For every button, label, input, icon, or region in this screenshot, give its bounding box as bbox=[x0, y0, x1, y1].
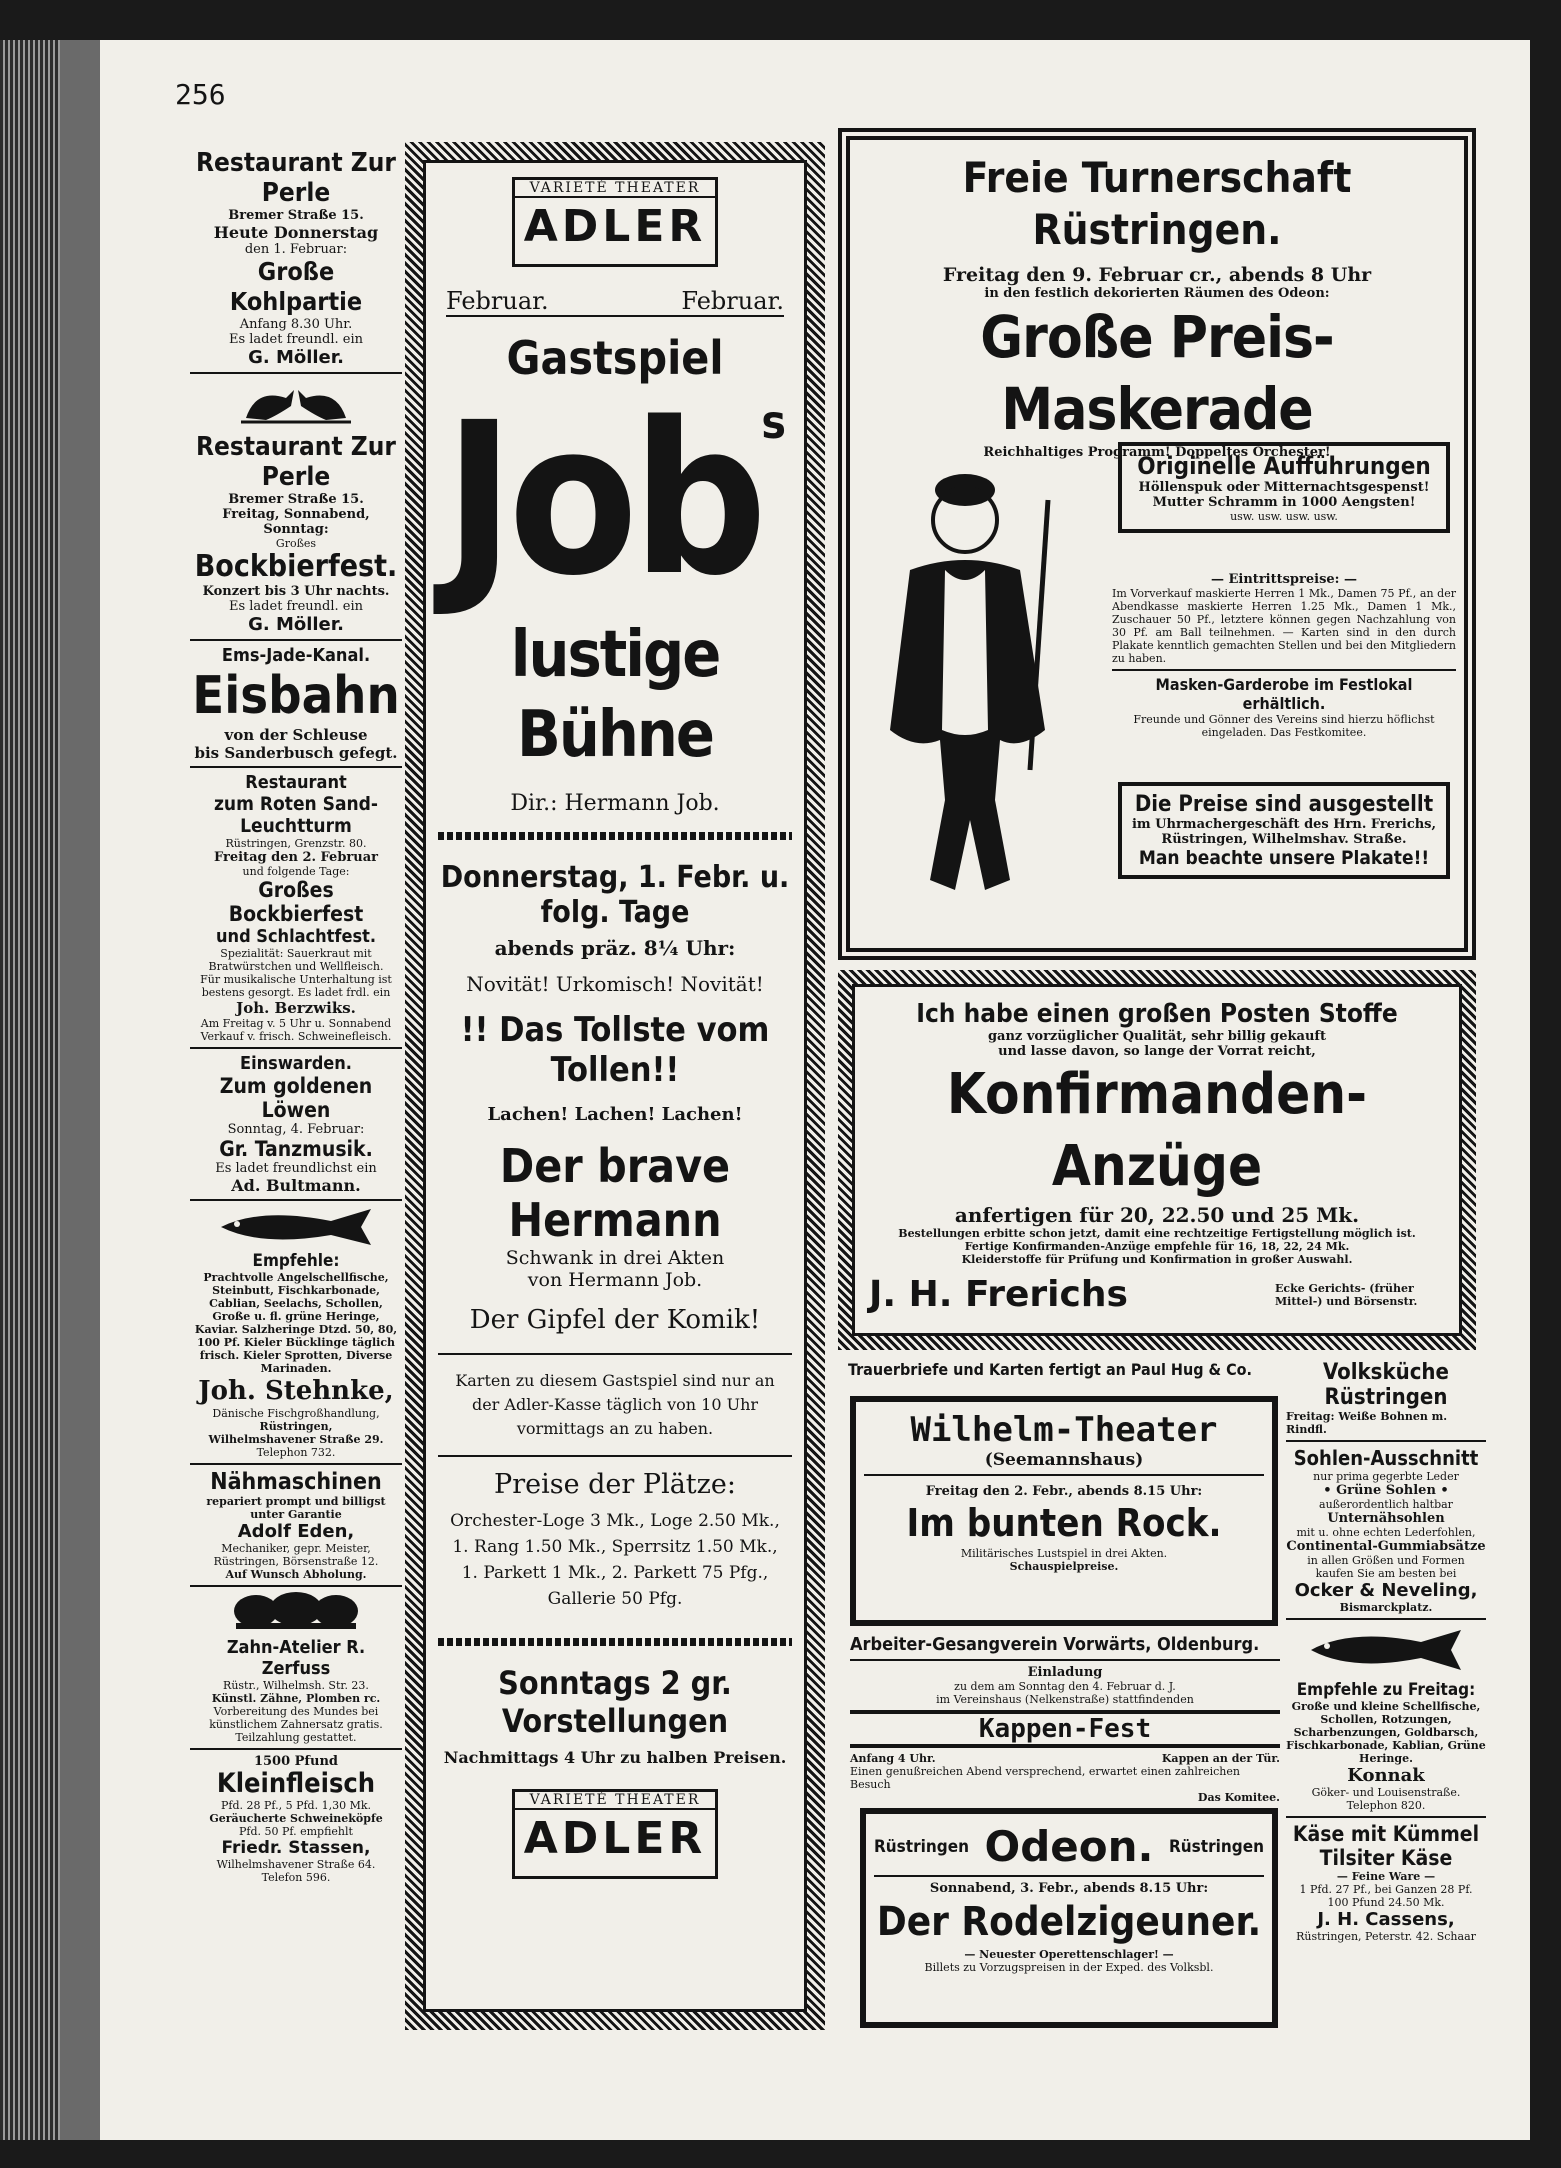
ad-line: Rüstringen, bbox=[259, 1420, 333, 1433]
preis-line: 1. Rang 1.50 Mk., Sperrsitz 1.50 Mk., bbox=[452, 1537, 778, 1557]
ad-sand-leuchtturm bbox=[190, 772, 402, 1043]
ad-address: Bremer Straße 15. bbox=[228, 208, 364, 223]
ad-line: Rüstr., Wilhelmsh. Str. 23. bbox=[223, 1679, 369, 1692]
gesang-line: zu dem am Sonntag den 4. Februar d. J. bbox=[954, 1680, 1176, 1693]
frerichs-line: Kleiderstoffe für Prüfung und Konfirmation in großer Auswahl. bbox=[961, 1253, 1353, 1266]
ad-top: Ems-Jade-Kanal. bbox=[221, 645, 371, 666]
logo-top-text: VARIETÉ THEATER bbox=[515, 1792, 715, 1810]
nachmittags: Nachmittags 4 Uhr zu halben Preisen. bbox=[443, 1748, 787, 1767]
ad-line: und folgende Tage: bbox=[242, 865, 350, 878]
trees-illustration bbox=[226, 1591, 366, 1635]
preis-line: Gallerie 50 Pfg. bbox=[547, 1589, 683, 1609]
sohlen-line: Bismarckplatz. bbox=[1339, 1601, 1433, 1614]
ad-line: Geräucherte Schweineköpfe bbox=[209, 1812, 383, 1825]
ad-stehnke bbox=[190, 1251, 402, 1459]
ad-host: Ad. Bultmann. bbox=[231, 1176, 361, 1195]
month-left: Februar. bbox=[446, 287, 549, 315]
eintritt-block bbox=[1112, 572, 1456, 739]
garderobe: Masken-Garderobe im Festlokal erhältlich. bbox=[1155, 675, 1413, 713]
odeon-left: Rüstringen bbox=[874, 1836, 969, 1857]
gesang-line: Das Komitee. bbox=[1197, 1791, 1280, 1804]
ad-line: Teilzahlung gestattet. bbox=[235, 1731, 357, 1744]
sohlen-line: nur prima gegerbte Leder bbox=[1313, 1470, 1459, 1483]
gipfel: Der Gipfel der Komik! bbox=[469, 1305, 761, 1335]
preise-box bbox=[1118, 782, 1450, 879]
gesangverein-ad bbox=[850, 1634, 1280, 1804]
fisch-title: Empfehle zu Freitag: bbox=[1296, 1680, 1476, 1700]
trauerbriefe-line: Trauerbriefe und Karten fertigt an Paul Hug & Co. bbox=[848, 1360, 1253, 1379]
sohlen-title: Sohlen-Ausschnitt bbox=[1293, 1446, 1479, 1470]
ad-event: Große Kohlpartie bbox=[229, 257, 363, 316]
box-line: Mutter Schramm in 1000 Aengsten! bbox=[1152, 495, 1416, 510]
fisch-name: Konnak bbox=[1347, 1765, 1425, 1786]
odeon-billets: Billets zu Vorzugspreisen in der Exped. des Volksbl. bbox=[924, 1961, 1214, 1974]
month-row bbox=[446, 287, 784, 317]
jobs-title: Job bbox=[444, 377, 762, 622]
eintritt-head: — Eintrittspreise: — bbox=[1210, 572, 1357, 587]
gesang-line: Kappen an der Tür. bbox=[1161, 1752, 1280, 1765]
gesang-line: Anfang 4 Uhr. bbox=[850, 1752, 936, 1765]
gesang-line: im Vereinshaus (Nelkenstraße) stattfindenden bbox=[936, 1693, 1194, 1706]
preis-line: 1. Parkett 1 Mk., 2. Parkett 75 Pfg., bbox=[461, 1563, 769, 1583]
ad-head: Empfehle: bbox=[252, 1251, 340, 1271]
ad-line: zum Roten Sand-Leuchtturm bbox=[213, 793, 379, 837]
ad-invite: Es ladet freundl. ein bbox=[228, 599, 363, 614]
frerichs-line: anfertigen für 20, 22.50 und 25 Mk. bbox=[954, 1203, 1360, 1227]
ad-line: Am Freitag v. 5 Uhr u. Sonnabend Verkauf v. frisch. Schweinefleisch. bbox=[200, 1017, 392, 1043]
preise-head: Preise der Plätze: bbox=[494, 1469, 736, 1500]
ad-line: 1500 Pfund bbox=[253, 1754, 339, 1769]
adler-logo-bottom bbox=[512, 1789, 718, 1879]
ad-event: Bockbierfest. bbox=[194, 549, 398, 584]
frerichs-line: Ich habe einen großen Posten Stoffe bbox=[916, 999, 1398, 1029]
ad-host: G. Möller. bbox=[248, 614, 344, 635]
ad-line: Künstl. Zähne, Plomben rc. bbox=[211, 1692, 381, 1705]
box-title: Originelle Aufführungen bbox=[1137, 452, 1431, 480]
frerichs-corner: Ecke Gerichts- (früher Mittel-) und Börsenstr. bbox=[1275, 1281, 1418, 1308]
gastspiel: Gastspiel bbox=[506, 331, 724, 385]
kaese-line: 1 Pfd. 27 Pf., bei Ganzen 28 Pf. bbox=[1299, 1883, 1473, 1896]
gesang-title: Arbeiter-Gesangverein Vorwärts, Oldenburg. bbox=[850, 1634, 1260, 1655]
ad-line: Sonntag, 4. Februar: bbox=[227, 1122, 365, 1137]
book-spine bbox=[0, 40, 60, 2140]
gesang-einladung: Einladung bbox=[1027, 1665, 1103, 1680]
sohlen-line: • Grüne Sohlen • bbox=[1323, 1483, 1449, 1498]
adler-theater-ad bbox=[405, 142, 825, 2030]
ad-restaurant-perle-2 bbox=[190, 432, 402, 635]
wilhelm-play: Im bunten Rock. bbox=[906, 1501, 1222, 1545]
ad-day: Heute Donnerstag bbox=[213, 223, 379, 242]
odeon-play: Der Rodelzigeuner. bbox=[876, 1899, 1262, 1945]
ad-title: Nähmaschinen bbox=[210, 1469, 382, 1495]
buehne-title: lustige Bühne bbox=[510, 618, 720, 772]
wilhelm-sub: (Seemannshaus) bbox=[984, 1450, 1144, 1470]
ad-text: Prachtvolle Angelschellfische, Steinbutt, Fischkarbonade, Cablian, Seelachs, Schollen, Große u. fl. grüne Heringe, Kaviar. Salzheringe Dtzd. 50, 80, 100 Pf. Kieler Bücklinge täglich frisch. Kieler Sprotten, Diverse Marinaden. bbox=[194, 1271, 398, 1375]
kaese-sub: Tilsiter Käse bbox=[1319, 1846, 1453, 1870]
ad-line: Restaurant bbox=[245, 772, 347, 793]
turnerschaft-date: Freitag den 9. Februar cr., abends 8 Uhr bbox=[942, 264, 1372, 286]
kaese-line: Rüstringen, Peterstr. 42. Schaar bbox=[1296, 1930, 1476, 1943]
sohlen-line: kaufen Sie am besten bei bbox=[1315, 1567, 1457, 1580]
ad-date: den 1. Februar: bbox=[244, 242, 348, 257]
wilhelm-date: Freitag den 2. Febr., abends 8.15 Uhr: bbox=[925, 1484, 1203, 1499]
ad-days: Freitag, Sonnabend, Sonntag: bbox=[222, 507, 370, 537]
ad-title: Eisbahn bbox=[192, 666, 400, 726]
volk-title: Volksküche Rüstringen bbox=[1323, 1360, 1449, 1410]
adler-logo-top bbox=[512, 177, 718, 267]
preise-list bbox=[438, 1508, 792, 1612]
ad-line: Rüstringen, Grenzstr. 80. bbox=[225, 837, 367, 850]
ad-line: Rüstringen, Börsenstraße 12. bbox=[213, 1555, 379, 1568]
box-line: Rüstringen, Wilhelmshav. Straße. bbox=[1161, 832, 1407, 847]
ad-line: bis Sanderbusch gefegt. bbox=[194, 744, 398, 762]
gesang-event: Kappen-Fest bbox=[850, 1710, 1280, 1748]
ad-name: Adolf Eden, bbox=[237, 1521, 355, 1542]
ad-address: Bremer Straße 15. bbox=[228, 492, 364, 507]
boars-illustration bbox=[236, 378, 356, 428]
jobs-suffix: s bbox=[761, 395, 786, 449]
box-line: im Uhrmachergeschäft des Hrn. Frerichs, bbox=[1131, 817, 1437, 832]
fisch-line: Göker- und Louisenstraße. bbox=[1311, 1786, 1461, 1799]
gesang-line: Einen genußreichen Abend versprechend, erwartet einen zahlreichen Besuch bbox=[850, 1765, 1240, 1791]
wilhelm-theater-ad bbox=[850, 1396, 1278, 1626]
ad-grosses: Großes bbox=[275, 537, 317, 550]
box-title: Die Preise sind ausgestellt bbox=[1134, 792, 1434, 817]
jobs-block bbox=[438, 377, 792, 622]
left-ad-column bbox=[190, 148, 402, 1884]
eintritt-text: Im Vorverkauf maskierte Herren 1 Mk., Damen 75 Pf., an der Abendkasse maskierte Herren 1.25 Mk., Damen 1 Mk., Zuschauer 50 Pf., letztere können gegen Nachzahlung von 30 Pf. am Ball teilnehmen. — Karten sind in den durch Plakate kenntlich gemachten Stellen und bei den Mitgliedern zu haben. bbox=[1112, 587, 1456, 665]
preis-line: Orchester-Loge 3 Mk., Loge 2.50 Mk., bbox=[450, 1511, 780, 1531]
kaese-name: J. H. Cassens, bbox=[1317, 1909, 1455, 1930]
sohlen-line: Continental-Gummiabsätze bbox=[1286, 1539, 1486, 1554]
logo-name: ADLER bbox=[523, 1813, 707, 1864]
page-number: 256 bbox=[175, 78, 226, 111]
freunde: Freunde und Gönner des Vereins sind hierzu höflichst eingeladen. Das Festkomitee. bbox=[1133, 713, 1435, 739]
ad-line: Für musikalische Unterhaltung ist bestens gesorgt. Es ladet frdl. ein bbox=[200, 973, 392, 999]
ad-name: Friedr. Stassen, bbox=[221, 1838, 371, 1858]
sohlen-name: Ocker & Neveling, bbox=[1294, 1580, 1478, 1601]
ad-zahn-atelier bbox=[190, 1637, 402, 1744]
odeon-name: Odeon. bbox=[984, 1822, 1154, 1871]
maskerade-program: Reichhaltiges Programm! Doppeltes Orchester! bbox=[983, 445, 1331, 460]
box-line: usw. usw. usw. usw. bbox=[1230, 510, 1338, 523]
odeon-ad bbox=[860, 1808, 1278, 2028]
sohlen-line: außerordentlich haltbar bbox=[1319, 1498, 1453, 1511]
masker-figure-illustration bbox=[870, 440, 1070, 920]
fisch-line: Telephon 820. bbox=[1346, 1799, 1426, 1812]
kaese-line: 100 Pfund 24.50 Mk. bbox=[1327, 1896, 1445, 1909]
ad-line: Es ladet freundlichst ein bbox=[215, 1161, 377, 1176]
director: Dir.: Hermann Job. bbox=[510, 791, 720, 816]
kaese-title: Käse mit Kümmel bbox=[1292, 1822, 1480, 1846]
frerichs-line: Bestellungen erbitte schon jetzt, damit eine rechtzeitige Fertigstellung möglich ist. bbox=[898, 1227, 1416, 1240]
frerichs-name: J. H. Frerichs bbox=[869, 1274, 1128, 1315]
konfirmanden-title: Konfirmanden-Anzüge bbox=[946, 1062, 1368, 1199]
ad-line: Pfd. 50 Pf. empfiehlt bbox=[239, 1825, 353, 1838]
frerichs-ad bbox=[838, 970, 1476, 1350]
sohlen-line: in allen Größen und Formen bbox=[1307, 1554, 1465, 1567]
ad-host: Joh. Berzwiks. bbox=[236, 999, 356, 1017]
show-date: Donnerstag, 1. Febr. u. folg. Tage bbox=[440, 860, 790, 930]
ad-restaurant-perle-1 bbox=[190, 148, 402, 368]
ad-line: Dänische Fischgroßhandlung, bbox=[212, 1407, 380, 1420]
right-narrow-column bbox=[1286, 1360, 1486, 1943]
ad-eisbahn bbox=[190, 645, 402, 762]
ad-line: Telephon 732. bbox=[256, 1446, 336, 1459]
ad-line: Pfd. 28 Pf., 5 Pfd. 1,30 Mk. bbox=[221, 1799, 371, 1812]
ad-line: von der Schleuse bbox=[224, 726, 368, 744]
kaese-line: — Feine Ware — bbox=[1336, 1870, 1436, 1883]
fish-illustration bbox=[211, 1205, 381, 1249]
sonntags: Sonntags 2 gr. Vorstellungen bbox=[498, 1664, 732, 1740]
turnerschaft-place: in den festlich dekorierten Räumen des Odeon: bbox=[984, 286, 1330, 301]
logo-top-text: VARIETÉ THEATER bbox=[515, 180, 715, 198]
ad-name: Joh. Stehnke, bbox=[198, 1376, 394, 1406]
ad-line: Spezialität: Sauerkraut mit Bratwürstchen und Wellfleisch. bbox=[208, 947, 384, 973]
wilhelm-prices: Schauspielpreise. bbox=[1009, 1560, 1119, 1573]
ad-line: Auf Wunsch Abholung. bbox=[225, 1568, 367, 1581]
ad-title: Restaurant Zur Perle bbox=[196, 432, 396, 492]
ad-line: Gr. Tanzmusik. bbox=[219, 1137, 373, 1161]
ad-title: Restaurant Zur Perle bbox=[196, 148, 396, 208]
frerichs-line: Fertige Konfirmanden-Anzüge empfehle für 16, 18, 22, 24 Mk. bbox=[964, 1240, 1350, 1253]
wilhelm-title: Wilhelm-Theater bbox=[910, 1410, 1218, 1450]
fish-illustration bbox=[1301, 1626, 1471, 1674]
ad-kleinfleisch bbox=[190, 1754, 402, 1884]
novitaet: Novität! Urkomisch! Novität! bbox=[466, 972, 764, 996]
ad-line: Mechaniker, gepr. Meister, bbox=[221, 1542, 371, 1555]
ad-start: Anfang 8.30 Uhr. bbox=[239, 317, 353, 332]
ad-line: Zum goldenen Löwen bbox=[219, 1074, 373, 1122]
ad-line: Großes Bockbierfest bbox=[228, 878, 364, 926]
play-sub2: von Hermann Job. bbox=[527, 1269, 703, 1291]
frerichs-line: und lasse davon, so lange der Vorrat reicht, bbox=[998, 1044, 1316, 1059]
ad-line: und Schlachtfest. bbox=[216, 926, 376, 947]
odeon-date: Sonnabend, 3. Febr., abends 8.15 Uhr: bbox=[929, 1881, 1209, 1896]
turnerschaft-title: Freie Turnerschaft Rüstringen. bbox=[962, 153, 1352, 254]
logo-name: ADLER bbox=[523, 201, 707, 252]
ad-invite: Es ladet freundl. ein bbox=[228, 332, 363, 347]
ad-line: Vorbereitung des Mundes bei künstlichem Zahnersatz gratis. bbox=[209, 1705, 383, 1731]
odeon-sub: — Neuester Operettenschlager! — bbox=[964, 1948, 1174, 1961]
ad-concert: Konzert bis 3 Uhr nachts. bbox=[202, 584, 390, 599]
turnerschaft-ad bbox=[838, 128, 1476, 960]
volk-line: Freitag: Weiße Bohnen m. Rindfl. bbox=[1286, 1410, 1448, 1436]
play-title: Der brave Hermann bbox=[499, 1139, 731, 1247]
sohlen-line: mit u. ohne echten Lederfohlen, bbox=[1296, 1526, 1476, 1539]
tollste: !! Das Tollste vom Tollen!! bbox=[460, 1010, 770, 1090]
karten-text: Karten zu diesem Gastspiel sind nur an der Adler-Kasse täglich von 10 Uhr vormittags an zu haben. bbox=[455, 1371, 775, 1438]
play-sub1: Schwank in drei Akten bbox=[505, 1247, 725, 1269]
maskerade-title: Große Preis-Maskerade bbox=[980, 303, 1334, 443]
month-right: Februar. bbox=[681, 287, 784, 315]
ad-host: G. Möller. bbox=[248, 347, 344, 368]
ad-title: Kleinfleisch bbox=[216, 1768, 376, 1799]
lachen: Lachen! Lachen! Lachen! bbox=[487, 1104, 743, 1125]
ad-line: Wilhelmshavener Straße 64. bbox=[216, 1858, 376, 1871]
aufführungen-box bbox=[1118, 442, 1450, 533]
box-line: Man beachte unsere Plakate!! bbox=[1138, 847, 1430, 869]
ad-title: Zahn-Atelier R. Zerfuss bbox=[226, 1637, 366, 1679]
fisch-text: Große und kleine Schellfische, Schollen, Rotzungen, Scharbenzungen, Goldbarsch, Fischkarbonade, Kablian, Grüne Heringe. bbox=[1286, 1700, 1486, 1765]
ad-line: Freitag den 2. Februar bbox=[214, 850, 378, 865]
show-time: abends präz. 8¼ Uhr: bbox=[494, 936, 736, 960]
ad-naehmaschinen bbox=[190, 1469, 402, 1581]
ad-line: Einswarden. bbox=[240, 1053, 352, 1074]
sohlen-line: Unternähsohlen bbox=[1327, 1511, 1445, 1526]
odeon-right: Rüstringen bbox=[1169, 1836, 1264, 1857]
ad-line: Telefon 596. bbox=[261, 1871, 331, 1884]
ad-line: repariert prompt und billigst unter Garantie bbox=[206, 1495, 386, 1521]
ad-goldener-loewe bbox=[190, 1053, 402, 1195]
frerichs-line: ganz vorzüglicher Qualität, sehr billig gekauft bbox=[987, 1029, 1327, 1044]
wilhelm-desc: Militärisches Lustspiel in drei Akten. bbox=[960, 1547, 1168, 1560]
box-line: Höllenspuk oder Mitternachtsgespenst! bbox=[1138, 480, 1430, 495]
ad-line: Wilhelmshavener Straße 29. bbox=[208, 1433, 384, 1446]
